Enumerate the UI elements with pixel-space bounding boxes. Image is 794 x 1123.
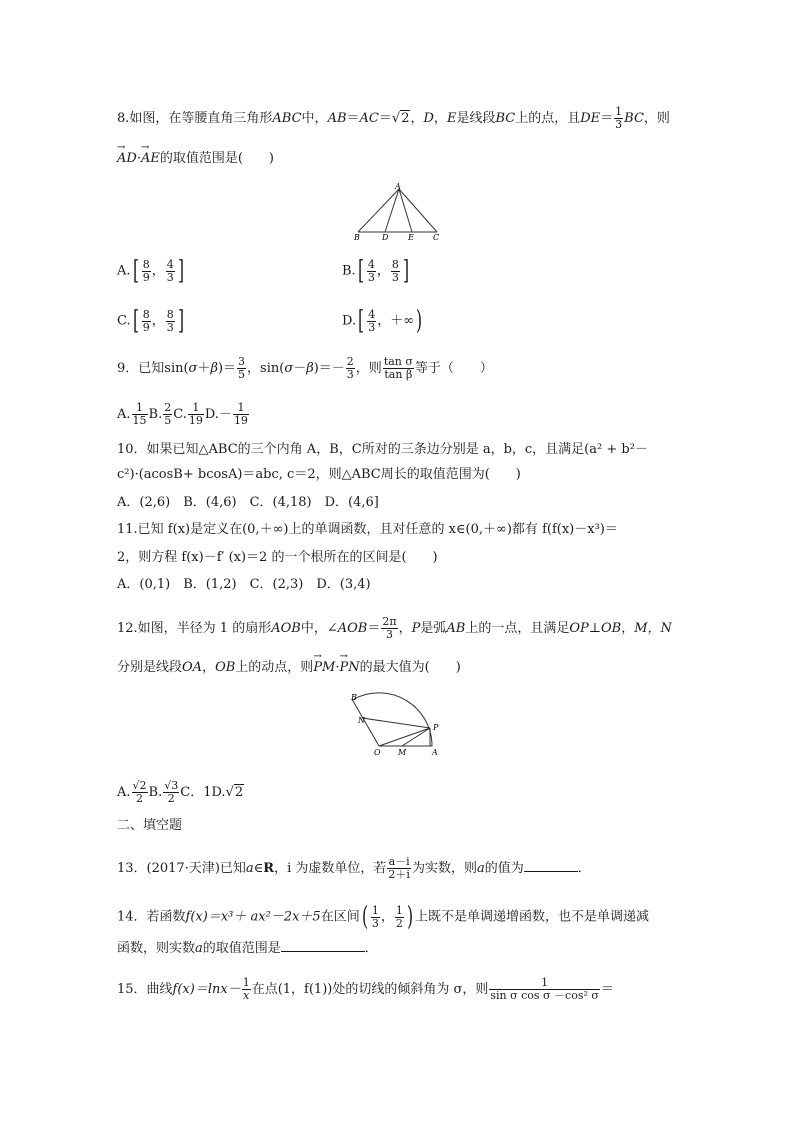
q8-triangle-figure (350, 182, 450, 244)
q12-stem-line1: 12.如图，半径为 1 的扇形AOB中，∠AOB＝ $\frac{2\pi}{3}$ ，P是弧AB上的一点，且满足OP⊥OB，M，N (117, 615, 672, 641)
q10-stem-line2: c²)·(acosB+ bcosA)＝abc, c＝2，则△ABC周长的取值范围为( ) (117, 467, 521, 482)
answer-blank-14[interactable] (281, 951, 365, 952)
fraction-one-third: $\frac{1}{3}$ (615, 105, 623, 131)
q9-options: A. $\frac{1}{15}$ B. $\frac{2}{5}$ C. $\frac{1}{19}$ D.－ $\frac{1}{19}$ (117, 401, 248, 427)
q9-stem: 9．已知sin(σ＋β)＝ $\frac{3}{5}$ ，sin(σ－β)＝－ $\frac{2}{3}$ ，则 $\frac{\text{tan σ}}{\text{tan β}}$ 等于（ ） (117, 355, 493, 381)
q8-option-c: C.[ $\frac{8}{9}$ ， $\frac{8}{3}$ ] (117, 306, 184, 336)
q10-stem-line1: 10．如果已知△ABC的三个内角 A，B，C所对的三条边分别是 a，b，c，且满足(a² + b²－ (117, 442, 648, 457)
q12-options: A. $\frac{√2}{2}$ B. $\frac{√3}{2}$ C．1D.√2 (117, 779, 244, 805)
vector-pm: → PM (313, 659, 335, 677)
q15-stem: 15．曲线f(x)＝lnx－ $\frac{1}{x}$ 在点(1，f(1))处的切线的倾斜角为 σ，则 $\frac{1}{\text{sin σ cos σ －cos² σ}}$ ＝ (117, 976, 614, 1002)
vector-ae: → AE (141, 150, 160, 168)
label-N: N (358, 716, 365, 725)
section-heading-fill-in: 二、填空题 (117, 818, 183, 833)
q8-stem-line1: 8.如图，在等腰直角三角形ABC中，AB＝AC＝√2，D，E是线段BC上的点，且DE＝ $\frac{1}{3}$ BC，则 (117, 105, 670, 131)
label-B: B (351, 693, 357, 702)
q8-stem-line2: → AD·→ AE的取值范围是( ) (117, 150, 274, 168)
q8-option-a: A.[ $\frac{8}{9}$ ， $\frac{4}{3}$ ] (117, 256, 184, 286)
q12-sector-figure (346, 688, 456, 760)
label-A: A (395, 182, 401, 191)
label-B: B (354, 233, 360, 242)
q8-option-b: B.[ $\frac{4}{3}$ ， $\frac{8}{3}$ ] (342, 256, 409, 286)
q13-stem: 13．(2017·天津)已知a∈R，i 为虚数单位，若 $\frac{a-i}{2+i}$ 为实数，则a的值为 ． (117, 855, 591, 881)
q11-stem-line1: 11.已知 f(x)是定义在(0,＋∞)上的单调函数，且对任意的 x∈(0,＋∞)都有 f(f(x)－x³)＝ (117, 522, 618, 537)
vector-pn: → PN (340, 659, 360, 677)
label-P: P (433, 723, 439, 732)
label-E: E (408, 233, 414, 242)
q8-option-d: D.[ $\frac{4}{3}$ ，＋∞) (342, 306, 423, 336)
vector-ad: → AD (117, 150, 137, 168)
label-D: D (382, 233, 389, 242)
label-A: A (432, 748, 438, 757)
label-C: C (433, 233, 440, 242)
q11-stem-line2: 2，则方程 f(x)－f′ (x)＝2 的一个根所在的区间是( ) (117, 550, 438, 565)
q10-options: A．(2,6) B．(4,6) C．(4,18) D．(4,6] (117, 495, 379, 510)
label-O: O (374, 748, 381, 757)
q11-options: A．(0,1) B．(1,2) C．(2,3) D．(3,4) (117, 577, 371, 592)
q12-stem-line2: 分别是线段OA，OB上的动点，则→ PM·→ PN的最大值为( ) (117, 659, 461, 677)
sqrt-2: √2 (391, 111, 410, 126)
q14-stem-line1: 14．若函数f(x)＝x³＋ ax²－2x＋5在区间( $\frac{1}{3}$ ， $\frac{1}{2}$ ) 上既不是单调递增函数，也不是单调递减 (117, 902, 650, 932)
q14-stem-line2: 函数，则实数a的取值范围是 ． (117, 941, 378, 956)
answer-blank-13[interactable] (524, 871, 578, 872)
label-M: M (398, 748, 407, 757)
